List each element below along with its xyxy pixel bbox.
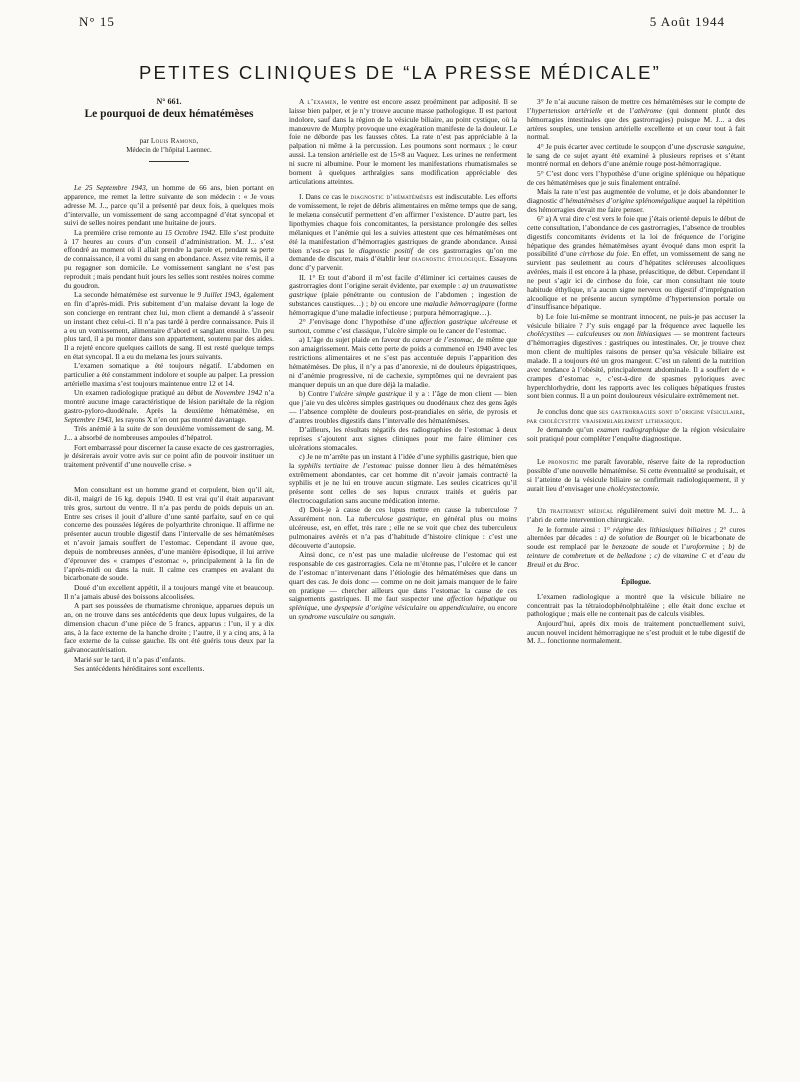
paragraph: Fort embarrassé pour discerner la cause exacte de ces gastrorragies, je désirerais avoir votre avis sur ce point afin de pouvoir instituer un traitement préventif d’une nouvelle crise. » <box>64 442 274 470</box>
author-affiliation: Médecin de l’hôpital Laennec. <box>126 146 212 155</box>
paragraph: Marié sur le tard, il n’a pas d’enfants. <box>74 654 186 664</box>
issue-number: N° 15 <box>79 14 115 29</box>
paragraph: L’examen somatique a été toujours négatif. L’abdomen en particulier a été constamment indolore et souple au palper. La pression artérielle maxima s’est toujours maintenue entre 12 et 14. <box>64 361 274 389</box>
paragraph: 4° Je puis écarter avec certitude le soupçon d’une dyscrasie sanguine, le sang de ce sujet ayant été examiné à plusieurs reprises et s’étant montré normal en dehors d’une anémie rouge post-hémorragique. <box>527 141 745 169</box>
paragraph: b) Contre l’ulcère simple gastrique il y a : l’âge de mon client — bien que j’aie vu des ulcères simples gastriques ou duodénaux chez des gens âgés — l’absence complète de douleurs post-prandiales en série, de pyrosis et d’autres troubles digestifs dans l’intervalle des hématémèses. <box>289 389 517 425</box>
paragraph: Je demande qu’un examen radiographique de la région vésiculaire soit pratiqué pour compléter l’enquête diagnostique. <box>527 425 745 444</box>
paragraph: Le pronostic me paraît favorable, réserve faite de la reproduction possible d’une nouvelle hématémèse. Si cette éventualité se produisait, et si l’atteinte de la vésicule biliaire se confirmait radiologiquement, il y aurait lieu d’envisager une cholécystectomie. <box>527 457 745 493</box>
paragraph: La seconde hématémèse est survenue le 9 Juillet 1943, également en fin d’après-midi. Pris subitement d’un malaise devant la loge de son concierge en rentrant chez lui, mon client a demandé à s’asseoir un instant chez celui-ci. Il n’a pas tardé à perdre connaissance. Puis il a eu un vomissement, alimentaire d’abord et sanglant ensuite. Un peu plus tard, il a pu monter dans son appartement, soutenu par des aides. Il a rejeté encore quelques caillots de sang. Il est resté quelque temps en état syncopal. Il a eu du melæna les jours suivants. <box>64 290 274 362</box>
paragraph: Je le formule ainsi : 1° régime des lithiasiques biliaires ; 2° cures alternées par décades : a) de solution de Bourget où le bicarbonate de soude est remplacé par le benzoate de soude et l’uroformine ; b) de teinture de combretum et de belladone ; c) de vitamine C et d’eau du Breuil et du Broc. <box>527 524 745 569</box>
paragraph: Je conclus donc que ses gastrorragies sont d’origine vésiculaire, par cholécystite vraisemblablement lithiasique. <box>527 407 745 426</box>
paragraph: 2° J’envisage donc l’hypothèse d’une affection gastrique ulcéreuse et surtout, comme c’est classique, l’ulcère simple ou le cancer de l’estomac. <box>289 317 517 336</box>
column-2 <box>289 98 517 1073</box>
paragraph: c) Je ne m’arrête pas un instant à l’idée d’une syphilis gastrique, bien que la syphilis tertiaire de l’estomac puisse donner lieu à des hématémèses extrêmement abondantes, car cet homme dit n’avoir jamais contracté la syphilis et je ne lui en trouve aucun stigmate. Les seules cicatrices qu’il présente sont celles de ses lupus cruraux traités et guéris par électrocoagulation sans aucune médication interne. <box>289 451 517 506</box>
paragraph: A part ses poussées de rhumatisme chronique, apparues depuis un an, on ne trouve dans ses antécédents que deux lupus vulgaires, de la dimension chacun d’une pièce de 5 francs, apparus : l’un, il y a dix ans, à la face externe de la hanche droite ; l’autre, il y a cinq ans, à la face externe de la cuisse gauche. Ils ont été guéris tous deux par la galvanocautérisation. <box>64 601 274 655</box>
paragraph: Aujourd’hui, après dix mois de traitement ponctuellement suivi, aucun nouvel incident hémorragique ne s’est produit et le tube digestif de M. J... fonctionne normalement. <box>527 618 745 646</box>
column-1 <box>64 98 274 1073</box>
paragraph: Mon consultant est un homme grand et corpulent, bien qu’il ait, dit-il, maigri de 16 kg. depuis 1940. Il est vrai qu’il était auparavant très gros, surtout du ventre. Il n’a pas perdu de poids depuis un an. Entre ses crises il jouit d’allure d’une santé parfaite, sauf en ce qui concerne des poussées légères de polyarthrite chronique. Il affirme ne présenter aucun trouble digestif dans l’intervalle de ses hématémèses et n’avoir jamais souffert de l’estomac. Cependant il avoue que, depuis de nombreuses années, d’une manière épisodique, il lui arrive d’éprouver des « crampes d’estomac », principalement à la fin de l’après-midi ou dans la nuit. Il calme ces crampes en avalant du bicarbonate de soude. <box>64 485 274 583</box>
paragraph: b) Le foie lui-même se montrant innocent, ne puis-je pas accuser la vésicule biliaire ? J’y suis engagé par la fréquence avec laquelle les cholécystites — calculeuses ou non lithiasiques — se montrent facteurs d’hémorragies digestives : gastriques ou intestinales. Or, je trouve chez mon client de multiples raisons de penser qu’sa vésicule biliaire est malade. Il a toujours été un gros mangeur. C’est un ralenti de la nutrition avec tendance à l’obésité, principalement abdominale. Il a souffert de « crampes d’estomac », c’est-à-dire de spasmes pyloriques avec hyperchlorhydrie, dont les rapports avec les coliques hépatiques frustes sont bien connus. Il a un point douloureux vésiculaire extrêmement net. <box>527 311 745 401</box>
paragraph: 6° a) A vrai dire c’est vers le foie que j’étais orienté depuis le début de cette consultation, l’abondance de ces gastrorragies, l’absence de troubles digestifs concomitants évidents et la loi de fréquence de l’origine hépatique des grandes hématémèses ayant évoqué dans mon esprit la possibilité d’une cirrhose du foie. En effet, un vomissement de sang ne survient pas seulement au cours d’hépatites scléreuses alcooliques avérées, mais il est encore à la phase, préascitique, de début. Cependant il ne peut s’agir ici de cirrhose du foie, car mon consultant nie toute habitude éthylique, n’a aucun signe nerveux ou digestif d’imprégnation alcoolique et ne présente aucun symptôme d’hypertension portale ou d’insuffisance hépatique. <box>527 213 745 312</box>
article-number: N° 661. <box>156 98 182 106</box>
paragraph: La première crise remonte au 15 Octobre 1942. Elle s’est produite à 17 heures au cours d’un conseil d’administration. M. J... s’est effondré au moment où il allait prendre la parole et, pendant sa perte de connaissance, il a vomi du sang en abondance. Assez vite remis, il a pu regagner son domicile. Le vomissement sanglant ne s’est pas reproduit ; mais pendant huit jours les selles sont restées noires comme du goudron. <box>64 227 274 290</box>
author-name: Louis Ramond, <box>150 135 199 145</box>
epilogue-heading: Épilogue. <box>621 576 651 586</box>
section-banner: PETITES CLINIQUES DE “LA PRESSE MÉDICALE” <box>139 62 661 83</box>
column-3 <box>527 98 745 1073</box>
paragraph: Doué d’un excellent appétit, il a toujours mangé vite et beaucoup. Il n’a jamais abusé des boissons alcoolisées. <box>64 582 274 601</box>
paragraph: 3° Je n’ai aucune raison de mettre ces hématémèses sur le compte de l’hypertension artérielle et de l’athérome (qui donnent plutôt des hémorragies intestinales que des gastrorragies) puisque M. J... a des artères souples, une tension artérielle excellente et un cœur tout à fait normal. <box>527 98 745 142</box>
paragraph: 5° C’est donc vers l’hypothèse d’une origine splénique ou hépatique de ces hématémèses que je suis finalement entraîné. <box>527 168 745 187</box>
paragraph: d) Dois-je à cause de ces lupus mettre en cause la tuberculose ? Assurément non. La tuberculose gastrique, en général plus ou moins ulcéreuse, est, en effet, très rare ; elle ne se voit que chez des tuberculeux pulmonaires avérés et n’a pas d’habitude d’histoire clinique : c’est une découverte d’autopsie. <box>289 505 517 550</box>
paragraph: Un traitement médical régulièrement suivi doit mettre M. J... à l’abri de cette intervention chirurgicale. <box>527 506 745 525</box>
paragraph: Mais la rate n’est pas augmentée de volume, et je dois abandonner le diagnostic d’hématémèses d’origine splénomégalique auquel la répétition des hémorragies devait me faire penser. <box>527 186 745 214</box>
article-title: Le pourquoi de deux hématémèses <box>84 107 254 120</box>
paragraph: Un examen radiologique pratiqué au début de Novembre 1942 n’a montré aucune image caractéristique de lésion pariétale de la région gastro-pyloro-duodénale. Après la deuxième hématémèse, en Septembre 1943, les rayons X n’en ont pas montré davantage. <box>64 388 274 424</box>
paragraph: a) L’âge du sujet plaide en faveur du cancer de l’estomac, de même que son amaigrissement. Mais cette perte de poids a commencé en 1940 avec les restrictions alimentaires et ne s’est pas accentuée depuis l’apparition des hématémèses. De plus, il n’y a pas d’anorexie, ni de douleurs épigastriques, ni d’anémie progressive, ni de cachexie, symptômes qui ne devraient pas manquer depuis un an que dure déjà la maladie. <box>289 335 517 389</box>
issue-date: 5 Août 1944 <box>649 14 725 29</box>
paragraph: D’ailleurs, les résultats négatifs des radiographies de l’estomac à deux reprises s’ajoutent aux signes cliniques pour me faire éliminer ces ulcérations stomacales. <box>289 424 517 452</box>
paragraph: L’examen radiologique a montré que la vésicule biliaire ne concentrait pas la tétraiodophénolphtaléine ; elle était donc exclue et pathologique ; mais elle ne contenait pas de calculs visibles. <box>527 591 745 619</box>
paragraph: A l’examen, le ventre est encore assez proéminent par adiposité. Il se laisse bien palper, et je n’y trouve aucune masse pathologique. Il est partout indolore, sauf dans la région de la vésicule biliaire, au point cystique, où la manœuvre de Murphy provoque une exagération manifeste de la douleur. Le foie ne déborde pas les fausses côtes. La rate n’est pas appréciable à la palpation ni même à la percussion. Les poumons sont normaux ; le cœur aussi. La tension artérielle est de 15×8 au Vaquez. Les urines ne renferment ni sucre ni albumine. Pour le moment les manifestations rhumatismales se bornent à quelques arthralgies sans modification appréciable des articulations atteintes. <box>289 98 517 186</box>
paragraph: Très anémié à la suite de son deuxième vomissement de sang, M. J... a absorbé de nombreuses ampoules d’hépatrol. <box>64 424 274 443</box>
paragraph: Ainsi donc, ce n’est pas une maladie ulcéreuse de l’estomac qui est responsable de ces gastrorragies. Cela ne m’étonne pas, l’ulcère et le cancer de l’estomac n’intervenant dans l’étiologie des hématémèses que dans un quart des cas. Je dois donc — comme on ne doit jamais manquer de le faire en pratique — chercher ailleurs que dans l’estomac la cause de ces saignements gastriques. Il me faut suspecter une affection hépatique ou splénique, une dyspepsie d’origine vésiculaire ou appendiculaire, ou encore un syndrome vasculaire ou sanguin. <box>289 550 517 622</box>
paragraph: II. 1° Et tout d’abord il m’est facile d’éliminer ici certaines causes de gastrorragies dont l’origine serait évidente, par exemple : a) un traumatisme gastrique (plaie pénétrante ou contusion de l’abdomen ; ingestion de substances caustiques…) ; b) ou encore une maladie hémorragipare (forme hémorragique d’une maladie infectieuse ; purpura hémorragique…). <box>289 272 517 317</box>
title-divider <box>149 161 189 162</box>
paragraph: Ses antécédents héréditaires sont excellents. <box>74 663 205 673</box>
byline: par Louis Ramond, <box>139 135 199 145</box>
paragraph: Le 25 Septembre 1943, un homme de 66 ans, bien portant en apparence, me remet la lettre suivante de son médecin : « Je vous adresse M. J.., parce qu’il a présenté par deux fois, à quelques mois d’intervalle, un vomissement de sang accompagné d’état syncopal et suivi de selles noires pendant une huitaine de jours. <box>64 183 274 228</box>
paragraph: I. Dans ce cas le diagnostic d’hématémèses est indiscutable. Les efforts de vomissement, le rejet de débris alimentaires en même temps que de sang, le melæna consécutif permettent d’en affirmer l’existence. D’autre part, les lipothymies chaque fois concomitantes, la persistance prolongée des selles mélaniques et l’anémie qui les a suivies attestent que ces hématémèses ont été la manifestation d’hémorragies gastriques de grande abondance. Aussi bien n’est-ce pas le diagnostic positif de ces gastrorragies qu’on me demande de discuter, mais d’établir leur diagnostic étiologique. Essayons donc d’y parvenir. <box>289 192 517 273</box>
